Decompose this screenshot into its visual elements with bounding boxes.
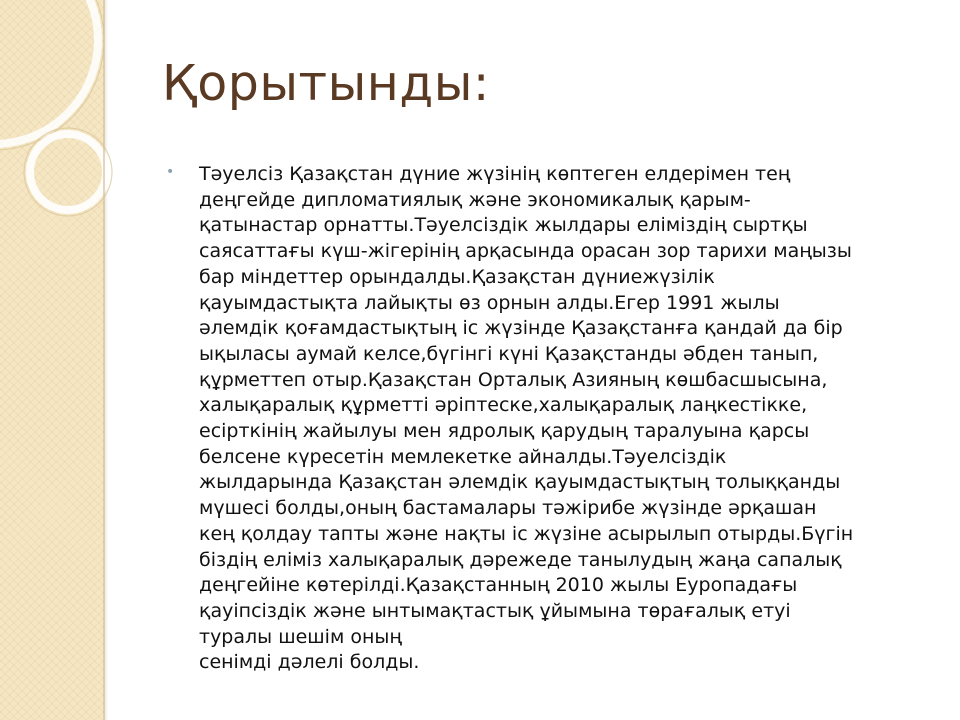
bullet-text (199, 162, 936, 676)
text-line: белсене күресетін мемлекетке айналды.Тәуелсіздік (199, 445, 727, 468)
decorative-ring-large (0, 0, 98, 144)
text-line: біздің еліміз халықаралық дәрежеде танылудың жаңа сапалық (199, 548, 842, 571)
text-line: деңгейіне көтерілді.Қазақстанның 2010 жылы Еуропадағы (199, 574, 798, 597)
decorative-rings (0, 0, 140, 720)
text-line: қауіпсіздік және ынтымақтастық ұйымына төрағалық етуі (199, 599, 791, 622)
text-line: Тәуелсіз Қазақстан дүние жүзінің көптеген елдерімен тең (199, 163, 791, 185)
text-line: әлемдік қоғамдастықтың іс жүзінде Қазақстанға қандай да бір (199, 317, 843, 340)
text-line: халықаралық құрметті әріптеске,халықаралық лаңкестікке, (199, 394, 808, 417)
text-line: саясаттағы күш-жігерінің арқасында орасан зор тарихи маңызы (199, 240, 852, 263)
text-line: ықыласы аумай келсе,бүгінгі күні Қазақстанды әбден танып, (199, 342, 819, 365)
slide-title: Қорытынды: (162, 55, 490, 112)
text-line: қатынастар орнатты.Тәуелсіздік жылдары еліміздің сыртқы (199, 214, 808, 237)
slide-content (166, 162, 936, 676)
text-line: құрметтеп отыр.Қазақстан Орталық Азияның көшбасшысына, (199, 368, 828, 391)
text-line: деңгейде дипломатиялық және экономикалық қарым- (199, 188, 751, 211)
bullet-marker: • (166, 164, 175, 180)
text-line: сенімді дәлелі болды. (199, 651, 420, 674)
text-line: жылдарында Қазақстан әлемдік қауымдастықтың толыққанды (199, 471, 841, 494)
decorative-ring-small-outline (24, 128, 112, 216)
text-line: туралы шешім оның (199, 625, 402, 648)
text-line: кең қолдау тапты және нақты іс жүзіне асырылып отырды.Бүгін (199, 522, 854, 545)
text-line: есірткінің жайылуы мен ядролық қарудың таралуына қарсы (199, 420, 810, 443)
text-line: қауымдастықта лайықты өз орнын алды.Егер 1991 жылы (199, 291, 780, 314)
text-line: бар міндеттер орындалды.Қазақстан дүниежүзілік (199, 265, 715, 288)
decorative-ring-small (30, 134, 106, 210)
text-line: мүшесі болды,оның бастамалары тәжірибе жүзінде әрқашан (199, 497, 817, 520)
